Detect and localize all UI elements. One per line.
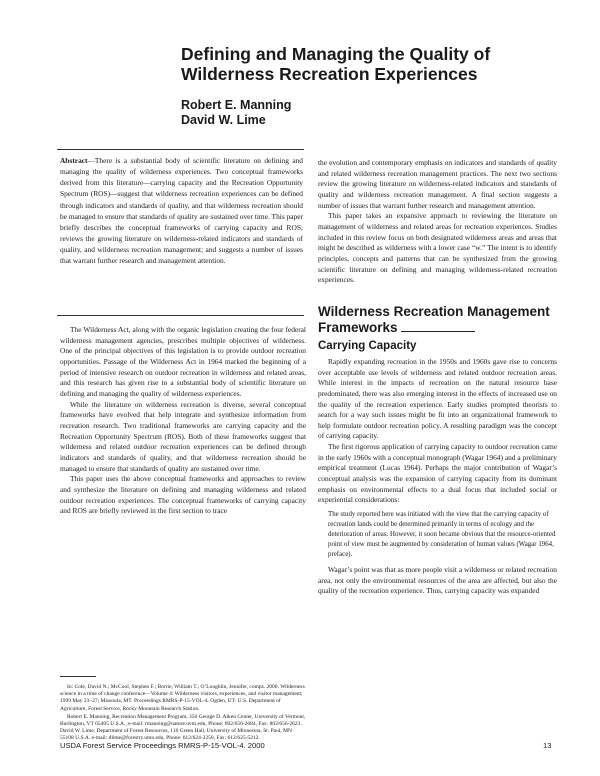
author-list [181,98,291,128]
body-paragraph: The first rigorous application of carrying capacity to outdoor recreation came in the early 1960s with a conceptual monograph (Wagar 1964) and a preliminary empirical treatment (Lucas 1964). Perhaps the major contribution of Wagar’s conceptual analysis was the expansion of carrying capacity from its dominant emphasis on environmental effects to a dual focus that included social or experiential considerations: [318,442,557,505]
body-paragraph: This paper takes an expansive approach to reviewing the literature on management of wilderness and related areas for recreation experiences. Studies included in this review focus on both designated wilderness areas and areas that might be described as wilderness with a lower case “w.” The intent is to identify principles, concepts and patterns that can be synthesized from the growing scientific literature on defining and managing wilderness-related recreation experiences. [318,211,557,285]
footnote-rule [60,676,96,677]
page-number: 13 [543,741,552,750]
body-paragraph: the evolution and contemporary emphasis on indicators and standards of quality and related wilderness recreation management practices. The next two sections review the growing literature on wilderness-related indicators and standards of quality and wilderness recreation management. A final section suggests a number of issues that warrant further research and management attention. [318,158,557,210]
heading-rule [401,330,475,332]
abstract-text: —There is a substantial body of scientific literature on defining and managing the quality of wilderness experiences. Two conceptual frameworks derived from this literature—carrying capacity and the Recreation Opportunity Spectrum (ROS)—suggest that wilderness recreation experiences can be defined through indicators and standards of quality, and that wilderness recreation should be managed to ensure that standards of quality are sustained over time. This paper briefly describes the conceptual frameworks of carrying capacity and ROS; reviews the growing literature on wilderness-related indicators and standards of quality, and wilderness recreation management; and suggests a number of issues that warrant further research and management attention. [60,156,303,266]
left-column [60,325,306,517]
paper-title [181,44,561,84]
abstract-top-rule [57,149,304,150]
body-paragraph: Wagar’s point was that as more people visit a wilderness or related recreation area, not only the environmental resources of the area are affected, but also the quality of the recreation experience. Thus, carrying capacity was expanded [318,565,557,596]
abstract-bottom-rule [57,315,304,316]
body-paragraph: While the literature on wilderness recreation is diverse, several conceptual frameworks have evolved that help integrate and synthesize information from recreation research. Two traditional frameworks are carrying capacity and the Recreation Opportunity Spectrum (ROS). Both of these frameworks suggest that wilderness and related outdoor recreation experiences can be defined through indicators and standards of quality, and that wilderness recreation should be managed to ensure that standards of quality are sustained over time. [60,399,306,473]
section-heading-text: Wilderness Recreation Management Frameworks [318,303,550,335]
footnote-citation: In: Cole, David N.; McCool, Stephen F.; Borrie, William T.; O’Loughlin, Jennifer, comps. 2000. Wilderness science in a time of change conference—Volume 4: Wilderness visitors, experiences, and visitor management; 1999 May 23–27; Missoula, MT. Proceedings RMRS-P-15-VOL-4. Ogden, UT: U.S. Department of Agriculture, Forest Service, Rocky Mountain Research Station. [60,684,305,712]
abstract-label: Abstract [60,156,88,165]
title-line-2: Wilderness Recreation Experiences [181,64,478,84]
author-1: Robert E. Manning [181,98,292,112]
section-heading [318,304,557,336]
author-2: David W. Lime [181,113,266,127]
body-paragraph: Rapidly expanding recreation in the 1950s and 1960s gave rise to concerns over acceptable use levels of wilderness and related outdoor recreation areas. While interest in the impacts of recreation on the natural resource base predominated, there was also emerging interest in the effects of increased use on the quality of the recreation experience. Early studies prompted theorists to search for a way such issues might be fit into an organizational framework to help formulate outdoor recreation policy. A resulting paradigm was the concept of carrying capacity. [318,356,557,441]
right-column [318,158,557,597]
body-paragraph: The Wilderness Act, along with the organic legislation creating the four federal wilderness management agencies, prescribes multiple objectives of wilderness. One of the principal objectives of this legislation is to provide outdoor recreation opportunities. Passage of the Wilderness Act in 1964 marked the beginning of a period of intensive research on outdoor recreation in wilderness and related areas, and this research has given rise to a substantial body of scientific literature on defining and managing the quality of wilderness experiences. [60,325,306,398]
footnote [60,684,306,744]
block-quote: The study reported here was initiated with the view that the carrying capacity of recreation lands could be determined primarily in terms of ecology and the deterioration of areas. However, it soon became obvious that the resource-oriented point of view must be augmented by consideration of human values (Wagar 1964, preface). [328,511,556,559]
body-paragraph: This paper uses the above conceptual frameworks and approaches to review and synthesize the literature on defining and managing wilderness and related outdoor recreation experiences. The conceptual frameworks of carrying capacity and ROS are briefly reviewed in the first section to trace [60,474,306,516]
abstract [60,155,303,267]
footer-proceedings: USDA Forest Service Proceedings RMRS-P-15-VOL-4. 2000 [60,741,265,750]
title-line-1: Defining and Managing the Quality of [181,44,491,64]
footnote-affiliations: Robert E. Manning, Recreation Management Program, 356 George D. Aiken Center, University of Vermont, Burlington, VT 05405 U.S.A., e-mail: rmanning@nature.uvm.edu, Phone: 802/656-2684, Fax: 802/656-2623. David W. Lime, Department of Forest Resources, 110 Green Hall, University of Minnesota, St. Paul, MN 55108 U.S.A. e-mail: dlime@forestry.umn.edu, Phone: 612/624-2250, Fax: 612/625-5212. [60,713,306,742]
subsection-heading: Carrying Capacity [318,339,417,352]
